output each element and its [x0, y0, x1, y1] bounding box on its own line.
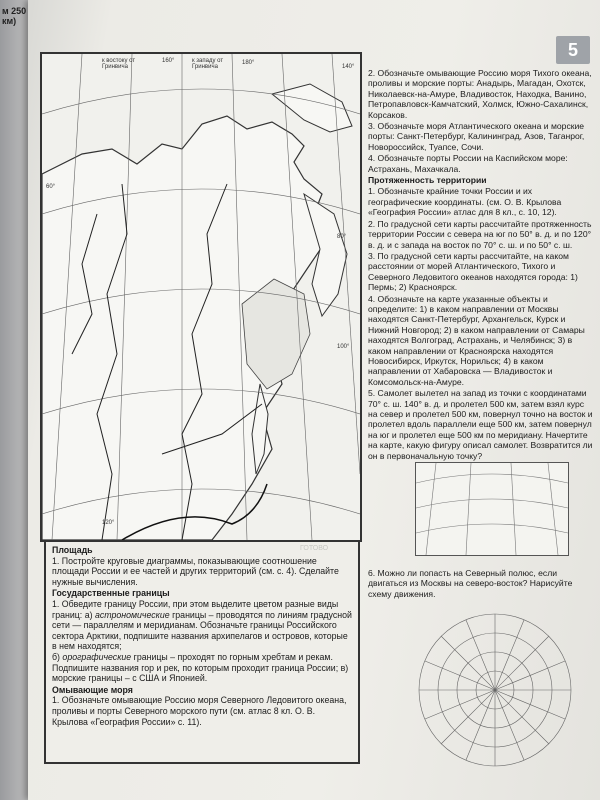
task-text: 3. Обозначьте моря Атлантического океана и морские порты: Санкт-Петербург, Калининград, Азов, Таганрог, Новороссийск, Туапсе, Сочи.	[368, 121, 585, 152]
task-text: 3. По градусной сети карты рассчитайте, на каком расстоянии от морей Атлантического, Тихого и Северного Ледовитого океанов находятся города: 1) Пермь; 2) Красноярск.	[368, 250, 578, 293]
area-text: 1. Постройте круговые диаграммы, показывающие соотношение площади России и ее частей и других территорий (см. с. 4). Сделайте нужные вычисления.	[52, 555, 339, 587]
area-heading: Площадь	[52, 545, 93, 555]
borders-italic-term: орографические	[62, 651, 132, 662]
task-text: 1. Обозначьте крайние точки России и их географические координаты. (см. О. В. Крылова «География России» атлас для 8 кл., с. 10, 12).	[368, 186, 562, 218]
task-6: 6. Можно ли попасть на Северный полюс, если двигаться из Москвы на северо-восток? Нарисуйте схему движения.	[368, 568, 573, 599]
borders-heading: Государственные границы	[52, 588, 170, 599]
scale-label: м 250 км)	[2, 6, 27, 26]
grid-drawing-area	[415, 462, 569, 556]
borders-text-part: границы – проходят по горным хребтам и рекам. Подпишите названия гор и рек, по которым проходит граница России; в) морские границы – с США и Японией.	[52, 651, 349, 684]
watermark: ГОТОВО	[300, 545, 329, 552]
task-text: 2. По градусной сети карты рассчитайте протяженность территории России с севера на юг по 50° в. д. и по 120° в. д. и с запада на восток по 70° с. ш. и по 50° с. ш.	[368, 218, 592, 250]
task-text: 5. Самолет вылетел на запад из точки с координатами 70° с. ш. 140° в. д. и пролетел 500 км, затем взял курс на север и пролетел 500 км, повернул точно на восток и пролетел вдоль параллели еще 500 км, затем повернул на юг и пролетел еще 500 км по меридиану. Начертите на карте, какую фигуру описал самолет. Возвратится ли он в первоначальную точку?	[368, 388, 593, 461]
label-east-greenwich: к востоку от Гринвича	[102, 58, 136, 70]
section-heading	[368, 175, 594, 185]
section-heading-text: Протяженность территории	[368, 175, 487, 186]
seas-heading: Омывающие моря	[52, 684, 133, 695]
polar-grid-drawing	[415, 610, 575, 770]
graticule-label: 160°	[162, 58, 175, 64]
graticule-label: 180°	[242, 60, 255, 66]
task-text: 4. Обозначьте на карте указанные объекты и определите: 1) в каком направлении от Москвы находятся Санкт-Петербург, Архангельск, Курск и Нижний Новгород; 2) в каком направлении от Самары находятся Волгоград, Астрахань, и Челябинск; 3) в каком направлении от Красноярска находятся Новосибирск, Иркутск, Норильск; 4) в каком направлении от Хабаровска — Владивосток и Комсомольск-на-Амуре.	[368, 293, 585, 387]
contour-map	[40, 52, 362, 542]
borders-italic-term: астрономические	[94, 609, 170, 620]
tasks-column	[368, 68, 594, 462]
graticule-label: 60°	[46, 184, 56, 190]
seas-text: 1. Обозначьте омывающие Россию моря Северного Ледовитого океана, проливы и порты Северного морского пути (см. атлас 8 кл. О. В. Крылова «География России» с. 11).	[52, 695, 347, 727]
grid-lines	[416, 463, 568, 555]
task-text: 2. Обозначьте омывающие Россию моря Тихого океана, проливы и морские порты: Анадырь, Магадан, Охотск, Николаевск-на-Амуре, Владивосток, Находка, Ванино, Петропавловск-Камчатский, Холмск, Южно-Сахалинск, Корсаков.	[368, 68, 592, 120]
graticule-label: 80°	[337, 234, 347, 240]
borders-text	[52, 652, 352, 684]
task-text: 4. Обозначьте порты России на Каспийском море: Астрахань, Махачкала.	[368, 153, 568, 174]
label-west-greenwich: к западу от Гринвича	[192, 58, 224, 70]
borders-text-part: б)	[52, 651, 60, 662]
map-drawing	[42, 54, 360, 540]
bottom-tasks-box	[44, 540, 360, 764]
graticule-label: 120°	[102, 520, 115, 526]
graticule-label: 140°	[342, 64, 355, 70]
page-number: 5	[556, 36, 590, 64]
borders-text-part: 1. Обведите границу России, при этом выделите цветом разные виды границ: а)	[52, 598, 339, 620]
adjacent-page-edge	[0, 0, 30, 800]
borders-text	[52, 599, 352, 652]
graticule-label: 100°	[337, 344, 350, 350]
borders-text-part: границы – проводятся по линиям градусной сети — параллелям и меридианам. Обозначьте границы Российского сектора Арктики, подпишите названия архипелагов и островов, которые в нем находятся;	[52, 609, 352, 652]
